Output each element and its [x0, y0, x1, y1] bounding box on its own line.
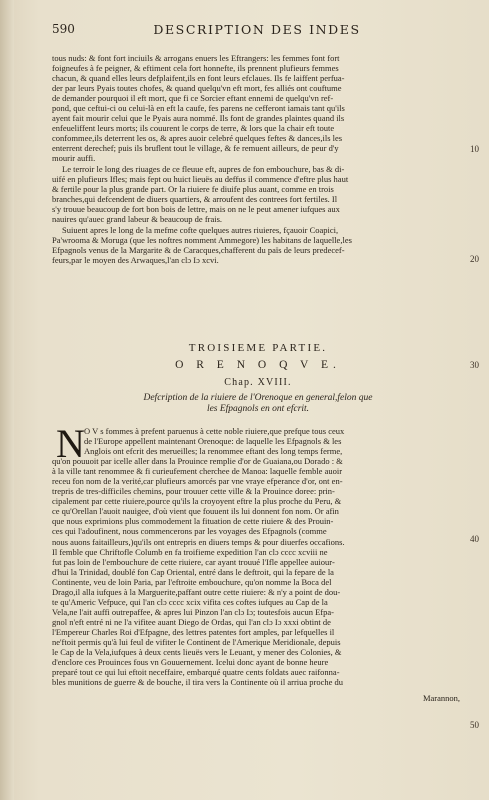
- margin-number: 20: [470, 254, 479, 264]
- text-line: cipalement par cette riuiere,pource qu'ils la croyoyent eftre la plus proche du Peru, &: [52, 496, 342, 507]
- text-line: receu fon nom de la verité,car plufieurs amorcés par vne vraye efperance d'or, ont en-: [52, 476, 343, 487]
- text-line: que nous exprimions plus commodement la fituation de cette riuiere & des Prouin-: [52, 516, 334, 527]
- gutter-shadow: [0, 0, 14, 800]
- margin-number: 40: [470, 534, 479, 544]
- text-line: de demander pourquoi il eft mort, que fi ce Sorcier eftant ennemi de quelqu'vn ref-: [52, 93, 334, 104]
- paragraph-3: [52, 225, 464, 265]
- text-line: chacun, & quand elles leurs defplaifent,ils en font leurs efclaues. Ils fe laiffent perfua-: [52, 73, 345, 84]
- text-line: ces qui l'adoufinent, nous commencerons par les voyages des Efpagnols (comme: [52, 526, 327, 537]
- text-line: enfeueliffent leurs morts; ils couurent le corps de terre, & lors que la chair eft toute: [52, 123, 335, 134]
- running-title: DESCRIPTION DES INDES: [153, 22, 361, 37]
- text-line: d'enclore ces Prouinces fous vn Gouuernement. Icelui donc ayant de bonne heure: [52, 657, 329, 668]
- text-line: nauires qu'auec grand labeur & beaucoup de frais.: [52, 214, 223, 225]
- text-line: gnol n'eft entré ni ne l'a vifitee auant Diego de Ordas, qui l'an clɔ Iɔ xxxi obtint de: [52, 616, 331, 627]
- text-line: preparé tout ce qui lui eftoit neceffaire, embarqué quatre cents foldats auec raifonna-: [52, 667, 340, 678]
- text-line: s'y trouue beaucoup de fort bon bois de lettre, mais on ne le peut amener iufques aux: [52, 204, 340, 215]
- part-title: TROISIEME PARTIE.: [188, 342, 328, 354]
- running-header: [52, 22, 462, 42]
- text-line: confommee,ils deterrent les os, & apres auoir celebré quelques feftes & dances,ils les: [52, 133, 343, 144]
- chapter-description-1: Defcription de la riuiere de l'Orenoque en general,felon que: [143, 393, 373, 403]
- text-line: Suiuent apres le long de la mefme cofte quelques autres riuieres, fçauoir Coapici,: [62, 225, 339, 235]
- paragraph-4: [52, 421, 464, 688]
- text-line: uifé en plufieurs Ifles; mais fept ou huict lieuës au deffus il commence d'eftre plus haut: [52, 174, 349, 185]
- text-line: branches,qui defcendent de diuers quartiers, & arroufent des contrees fort fertiles. Il: [52, 194, 338, 205]
- text-line: d'hui la Trinidad, doublé fon Cap Oriental, entré dans le deftroit, qui la fepare de la: [52, 566, 334, 577]
- text-line: qu'on pouuoit par icelle aller dans la Prouince remplie d'or de Guaiana,ou Dorado : &: [52, 456, 343, 467]
- text-line: le Cap de la Vela,iufques à deux cents lieuës vers le Leuant, y mener des Colonies, &: [52, 647, 342, 658]
- text-line: Efpagnols venus de la Margarite & de Caracques,chafferent du païs de leurs predecef-: [52, 245, 345, 256]
- text-line: fut pas loin de l'embouchure de cette riuiere, car ayant trouué l'Ifle appellee auiour-: [52, 556, 335, 567]
- text-line: & fertile pour la plus grande part. Or la riuiere fe diuife plus auant, comme en trois: [52, 184, 334, 195]
- text-line: tous nuds: & font fort inciuils & arrogans enuers les Eftrangers: les femmes font fort: [52, 53, 340, 63]
- chapter-description-2: les Efpagnols en ont efcrit.: [206, 404, 310, 414]
- text-line: mourir auffi.: [52, 153, 96, 164]
- text-line: ne'ftoit permis qu'à lui feul de vifiter le Continent de l'Amerique Meridionale, depuis: [52, 636, 341, 647]
- text-line: Continente, veu de loin Paria, par l'eftroite embouchure, qu'on nomme la Boca del: [52, 576, 332, 587]
- text-line: Il femble que Chriftofle Columb en fa troifieme expedition l'an clɔ cccc xcviii ne: [52, 546, 328, 557]
- text-line: feurs,par le moyen des Arwaques,l'an clɔ Iɔ xcvi.: [52, 255, 219, 266]
- river-title: O R E N O Q V E.: [175, 359, 341, 371]
- text-line: ce qu'Orellan l'auoit nauigee, d'où vient que fouuent ils lui donnent fon nom. Or afin: [52, 506, 339, 517]
- page-number: 590: [52, 22, 75, 36]
- text-line: Anglois ont efcrit des merueilles; la renommee eftant des long temps ferme,: [84, 446, 343, 457]
- drop-cap: N: [56, 421, 85, 466]
- text-line: ayent fait mourir celui que le Pyais aura nommé. Ils font de grandes plaintes quand ils: [52, 113, 345, 124]
- text-line: O V s fommes à prefent paruenus à cette noble riuiere,que prefque tous ceux: [84, 426, 345, 436]
- catchword: Marannon,: [422, 693, 460, 703]
- margin-number: 30: [470, 360, 479, 370]
- text-line: l'Empereur Charles Roi d'Efpagne, des lettres patentes fort amples, par lefquelles il: [52, 626, 335, 637]
- text-line: te qu'Americ Vefpuce, qui l'an clɔ cccc xcix vifita ces coftes iufques au Cap de la: [52, 596, 328, 607]
- text-line: à la ville tant renommee & fi curieufement cherchee de Manoa: laquelle femble auoir: [52, 466, 343, 477]
- text-line: Le terroir le long des riuages de ce fleuue eft, aupres de fon embouchure, bas & di-: [62, 164, 345, 174]
- text-line: bles munitions de guerre & de bouche, il tira vers la Continente où il arriua proche du: [52, 677, 344, 688]
- text-line: de l'Europe appellent maintenant Orenoque: de laquelle les Efpagnols & les: [84, 436, 342, 447]
- text-line: foigneufes à fe peigner, & eftiment cela fort honnefte, ils prennent plufieurs femmes: [52, 63, 339, 74]
- paragraph-1: [52, 53, 464, 164]
- text-line: nous auons faitailleurs,)qu'ils ont entrepris en diuers temps & pour diuerfes occafions.: [52, 536, 345, 547]
- text-line: der par leurs Pyais toutes chofes, & quand quelqu'vn eft mort, fes alliés ont couftume: [52, 83, 342, 94]
- text-line: Vela,ne l'ait auffi outrepaffee, & apres lui Pinzon l'an clɔ Iɔ; toutesfois aucun Efpa-: [52, 606, 334, 617]
- text-line: enterrent derechef; puis ils bruflent tout le village, & fe remuent ailleurs, de peur d'y: [52, 143, 339, 154]
- text-line: Drago,il alla iufques à la Marguerite,paffant outre cette riuiere: & n'y a point de dou-: [52, 586, 341, 597]
- chapter-title: Chap. XVIII.: [224, 377, 292, 388]
- text-line: Pa'wrooma & Moruga (que les noftres nomment Ammegore) les habitans de laquelle,les: [52, 235, 352, 246]
- margin-number: 50: [470, 720, 479, 730]
- text-line: pond, que ceftui-ci ou celui-là en eft la caufe, fes parens ne cefferont iamais tant qu'ils: [52, 103, 345, 114]
- text-line: trepris de tres-difficiles chemins, pour trouuer cette ville & la Prouince doree: prin-: [52, 486, 335, 497]
- paragraph-2: [52, 164, 464, 224]
- margin-number: 10: [470, 144, 479, 154]
